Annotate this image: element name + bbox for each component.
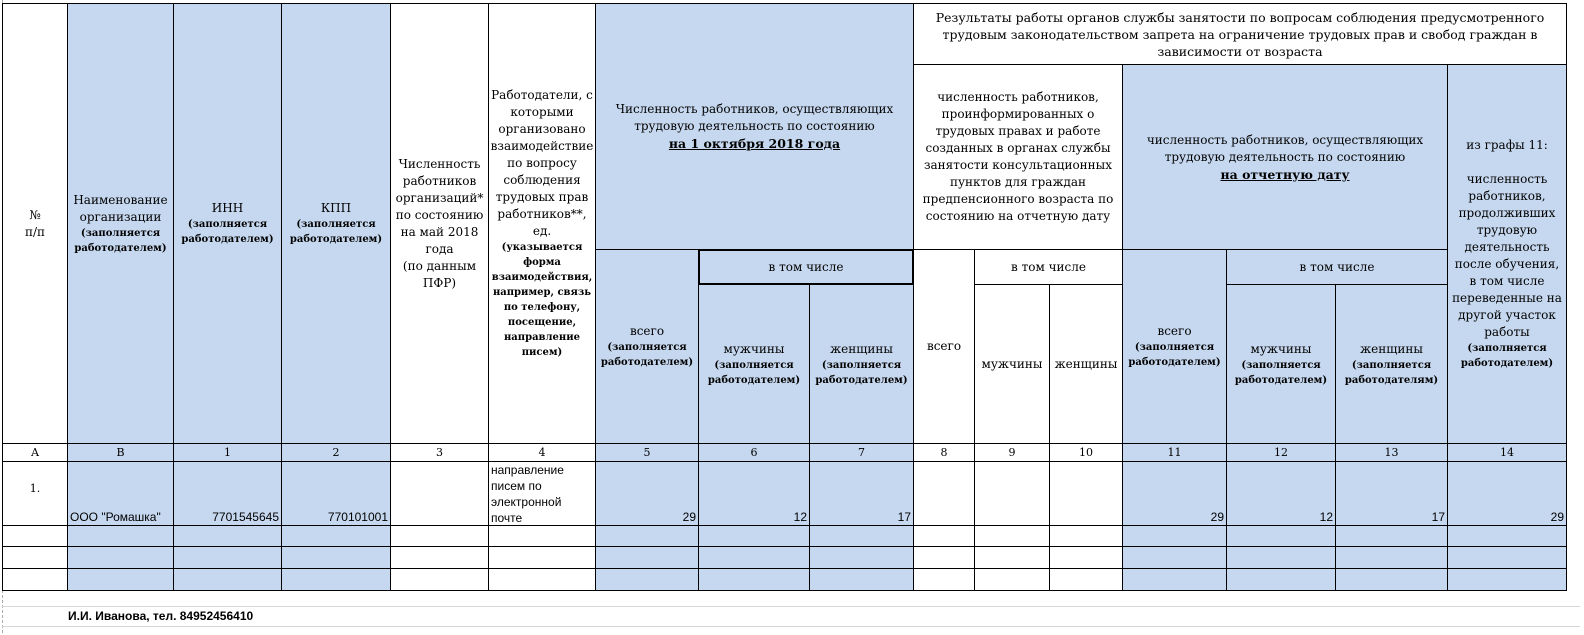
- row1-c8[interactable]: [913, 461, 975, 526]
- col14-header-label: из графы 11: численность работников, продолживших трудовую деятельность после обучения, в том числе переведенные на другой участок работы: [1452, 138, 1562, 339]
- col6-men: [698, 284, 810, 444]
- empty-cell[interactable]: [1335, 568, 1448, 591]
- colnum-8: [913, 443, 975, 462]
- empty-cell[interactable]: [1049, 568, 1123, 591]
- colnum-5: [595, 443, 699, 462]
- row1-c7-value: 17: [897, 510, 911, 524]
- row1-c9[interactable]: [974, 461, 1050, 526]
- row1-c6-value: 12: [793, 510, 807, 524]
- empty-cell[interactable]: [809, 568, 914, 591]
- empty-cell[interactable]: [67, 525, 174, 547]
- col12-men-label: мужчины: [1250, 341, 1312, 356]
- colnum-12: [1226, 443, 1336, 462]
- row1-c7[interactable]: [809, 461, 914, 526]
- colnum-B: [67, 443, 174, 462]
- empty-cell[interactable]: [974, 546, 1050, 569]
- empty-cell[interactable]: [2, 525, 68, 547]
- empty-cell[interactable]: [974, 568, 1050, 591]
- row1-c6[interactable]: [698, 461, 810, 526]
- col12-men: [1226, 284, 1336, 444]
- header-name: [67, 3, 174, 444]
- col5-total: [595, 249, 699, 444]
- row1-c11[interactable]: [1122, 461, 1227, 526]
- empty-cell[interactable]: [974, 525, 1050, 547]
- colnum-5-label: 5: [643, 446, 651, 459]
- empty-cell[interactable]: [488, 568, 596, 591]
- row1-inn-value: 7701545645: [212, 510, 279, 524]
- colnum-B-label: В: [116, 446, 125, 459]
- row1-employers-form-value: направление писем по электронной почте: [491, 463, 564, 525]
- colnum-2-label: 2: [332, 446, 340, 459]
- row1-c13-value: 17: [1431, 510, 1445, 524]
- col5-total-label: всего: [629, 324, 665, 338]
- header-workers-count-label: Численность работников организаций* по состоянию на май 2018 года (по данным ПФР): [395, 156, 484, 290]
- col13-women-note: (заполняется работодателям): [1344, 359, 1439, 386]
- row1-no-value: 1.: [29, 482, 41, 495]
- footer-contact: И.И. Иванова, тел. 84952456410: [68, 609, 254, 623]
- row1-name-value: ООО "Ромашка": [70, 510, 161, 524]
- col7-women-label: женщины: [830, 341, 893, 356]
- colnum-1: [173, 443, 282, 462]
- col10-women-label: женщины: [1054, 356, 1118, 371]
- colnum-10-label: 10: [1079, 446, 1093, 459]
- empty-cell[interactable]: [595, 546, 699, 569]
- colnum-2: [281, 443, 391, 462]
- header-employers: [488, 3, 596, 444]
- colnum-14: [1447, 443, 1567, 462]
- colnum-8-label: 8: [940, 446, 948, 459]
- colnum-6: [698, 443, 810, 462]
- incl-group-8-label: в том числе: [1011, 259, 1086, 274]
- header-kpp-label: КПП: [320, 201, 352, 215]
- colnum-12-label: 12: [1274, 446, 1288, 459]
- row1-c5-value: 29: [682, 510, 696, 524]
- colnum-11: [1122, 443, 1227, 462]
- empty-cell[interactable]: [913, 568, 975, 591]
- empty-cell[interactable]: [1226, 568, 1336, 591]
- col6-men-note: (заполняется работодателем): [707, 359, 801, 386]
- header-name-note: (заполняется работодателем): [74, 227, 167, 254]
- header-employers-note: (указывается форма взаимодействия, например, связь по телефону, посещение, направление писем): [491, 242, 593, 358]
- empty-cell[interactable]: [2, 546, 68, 569]
- colnum-4-label: 4: [538, 446, 546, 459]
- empty-cell[interactable]: [1049, 525, 1123, 547]
- empty-cell[interactable]: [1447, 525, 1567, 547]
- header-headcount-oct-date: на 1 октября 2018 года: [668, 136, 841, 151]
- header-no-label: № п/п: [24, 207, 46, 239]
- colnum-14-label: 14: [1500, 446, 1514, 459]
- colnum-7: [809, 443, 914, 462]
- empty-cell[interactable]: [1122, 568, 1227, 591]
- col6-men-label: мужчины: [723, 341, 785, 356]
- col8-total-label: всего: [926, 339, 962, 353]
- empty-cell[interactable]: [595, 568, 699, 591]
- empty-cell[interactable]: [913, 546, 975, 569]
- header-employers-label: Работодатели, с которыми организовано взаимодействие по вопросу соблюдения трудовых прав работников**, ед.: [490, 88, 594, 238]
- empty-cell[interactable]: [67, 568, 174, 591]
- col7-women: [809, 284, 914, 444]
- row1-inn[interactable]: [173, 461, 282, 526]
- empty-cell[interactable]: [173, 568, 282, 591]
- empty-cell[interactable]: [1447, 546, 1567, 569]
- row1-c14[interactable]: [1447, 461, 1567, 526]
- row1-kpp[interactable]: [281, 461, 391, 526]
- row1-c5[interactable]: [595, 461, 699, 526]
- colnum-4: [488, 443, 596, 462]
- colnum-11-label: 11: [1167, 446, 1182, 459]
- row1-c13[interactable]: [1335, 461, 1448, 526]
- empty-cell[interactable]: [595, 525, 699, 547]
- empty-cell[interactable]: [1049, 546, 1123, 569]
- empty-cell[interactable]: [809, 525, 914, 547]
- row1-c14-value: 29: [1550, 510, 1564, 524]
- colnum-10: [1049, 443, 1123, 462]
- header-no: [2, 3, 68, 444]
- empty-cell[interactable]: [2, 568, 68, 591]
- col12-men-note: (заполняется работодателем): [1234, 359, 1328, 386]
- colnum-13-label: 13: [1384, 446, 1399, 459]
- col14-header-note: (заполняется работодателем): [1460, 343, 1554, 369]
- incl-group-11: [1226, 249, 1448, 285]
- header-headcount-report: [1122, 64, 1448, 250]
- col9-men-label: мужчины: [981, 356, 1043, 371]
- row1-no[interactable]: [2, 461, 68, 526]
- grid-line: [2, 626, 1580, 627]
- header-results: [913, 3, 1567, 65]
- empty-cell[interactable]: [698, 546, 810, 569]
- empty-cell[interactable]: [390, 546, 489, 569]
- col8-total: [913, 249, 975, 444]
- empty-cell[interactable]: [1226, 546, 1336, 569]
- header-kpp: [281, 3, 391, 444]
- empty-cell[interactable]: [390, 525, 489, 547]
- empty-cell[interactable]: [698, 568, 810, 591]
- col10-women: [1049, 284, 1123, 444]
- col13-women-label: женщины: [1360, 341, 1423, 356]
- colnum-A-label: А: [30, 446, 40, 459]
- header-name-label: Наименование организации: [73, 192, 168, 224]
- col14-header: [1447, 64, 1567, 444]
- incl-group-5-label: в том числе: [768, 259, 844, 274]
- row1-name[interactable]: [67, 461, 174, 526]
- col5-total-note: (заполняется работодателем): [600, 342, 694, 368]
- row1-c11-value: 29: [1210, 510, 1224, 524]
- col13-women: [1335, 284, 1448, 444]
- header-headcount-oct: [595, 3, 914, 250]
- empty-cell[interactable]: [1122, 546, 1227, 569]
- header-inn-label: ИНН: [211, 201, 244, 215]
- row1-c12-value: 12: [1319, 510, 1333, 524]
- col11-total-label: всего: [1157, 324, 1192, 338]
- col11-total: [1122, 249, 1227, 444]
- colnum-7-label: 7: [858, 446, 865, 459]
- empty-cell[interactable]: [488, 546, 596, 569]
- empty-cell[interactable]: [173, 525, 282, 547]
- empty-cell[interactable]: [281, 546, 391, 569]
- empty-cell[interactable]: [913, 525, 975, 547]
- col7-women-note: (заполняется работодателем): [815, 359, 908, 386]
- empty-cell[interactable]: [1122, 525, 1227, 547]
- colnum-3-label: 3: [436, 446, 443, 459]
- incl-group-5: [698, 249, 914, 285]
- colnum-1-label: 1: [224, 446, 231, 459]
- header-inn-note: (заполняется работодателем): [181, 219, 274, 245]
- header-results-label: Результаты работы органов службы занятости по вопросам соблюдения предусмотренного трудовым законодательством запрета на ограничение трудовых прав и свобод граждан в зависимости от возраста: [935, 9, 1545, 59]
- incl-group-11-label: в том числе: [1299, 259, 1375, 274]
- empty-cell[interactable]: [1335, 525, 1448, 547]
- empty-cell[interactable]: [1226, 525, 1336, 547]
- empty-cell[interactable]: [1335, 546, 1448, 569]
- header-headcount-oct-label: Численность работников, осуществляющих трудовую деятельность по состоянию: [615, 102, 894, 133]
- colnum-9-label: 9: [1008, 446, 1016, 459]
- col11-total-note: (заполняется работодателем): [1128, 342, 1221, 368]
- empty-cell[interactable]: [281, 525, 391, 547]
- header-workers-count: [390, 3, 489, 444]
- colnum-9: [974, 443, 1050, 462]
- empty-cell[interactable]: [1447, 568, 1567, 591]
- incl-group-8: [974, 249, 1123, 285]
- row1-kpp-value: 770101001: [327, 510, 388, 524]
- empty-cell[interactable]: [809, 546, 914, 569]
- empty-cell[interactable]: [173, 546, 282, 569]
- colnum-A: [2, 443, 68, 462]
- colnum-13: [1335, 443, 1448, 462]
- empty-cell[interactable]: [698, 525, 810, 547]
- header-inn: [173, 3, 282, 444]
- row1-c10[interactable]: [1049, 461, 1123, 526]
- row1-workers-count[interactable]: [390, 461, 489, 526]
- row1-employers-form[interactable]: [488, 461, 596, 526]
- colnum-3: [390, 443, 489, 462]
- header-informed: [913, 64, 1123, 250]
- header-headcount-report-label: численность работников, осуществляющих трудовую деятельность по состоянию: [1146, 132, 1424, 164]
- header-kpp-note: (заполняется работодателем): [289, 219, 383, 245]
- empty-cell[interactable]: [488, 525, 596, 547]
- header-headcount-report-date: на отчетную дату: [1220, 166, 1350, 182]
- grid-line: [2, 606, 1580, 607]
- colnum-6-label: 6: [750, 446, 758, 459]
- empty-cell[interactable]: [67, 546, 174, 569]
- empty-cell[interactable]: [390, 568, 489, 591]
- empty-cell[interactable]: [281, 568, 391, 591]
- col9-men: [974, 284, 1050, 444]
- row1-c12[interactable]: [1226, 461, 1336, 526]
- header-informed-label: численность работников, проинформированных о трудовых правах и работе созданных в органах службы занятости консультационных пунктов для граждан предпенсионного возраста по состоянию на отчетную дату: [922, 90, 1114, 223]
